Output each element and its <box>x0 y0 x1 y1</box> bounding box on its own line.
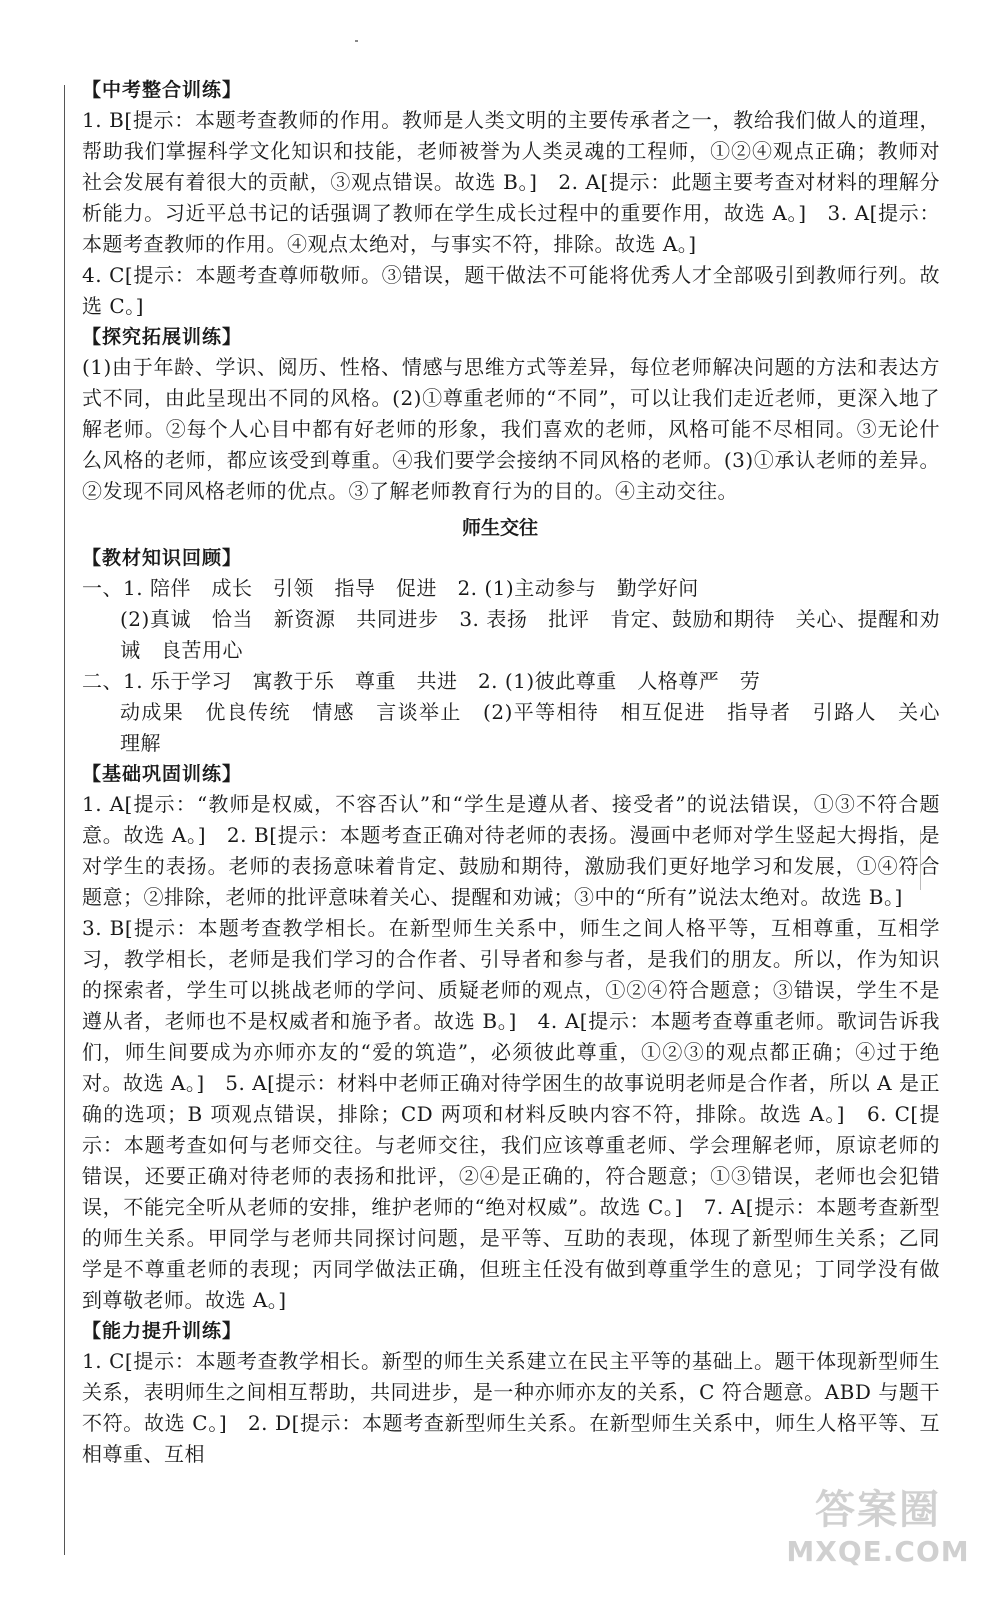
knowledge-two-a: 二、1. 乐于学习 寓教于乐 尊重 共进 2. (1)彼此尊重 人格尊严 劳 <box>82 669 761 693</box>
watermark-logo <box>778 1478 978 1588</box>
section-heading-ability: 【能力提升训练】 <box>82 1320 243 1342</box>
section-heading-zhongkao: 【中考整合训练】 <box>82 79 243 101</box>
zhongkao-answers-2: 4. C[提示：本题考查尊师敬师。③错误，题干做法不可能将优秀人才全部吸引到教师行列。故选 C。] <box>82 263 940 318</box>
ability-answers: 1. C[提示：本题考查教学相长。新型的师生关系建立在民主平等的基础上。题干体现新型师生关系，表明师生之间相互帮助，共同进步，是一种亦师亦友的关系，C 符合题意。ABD 与题干不符。故选 C。] 2. D[提示：本题考查新型师生关系。在新型师生关系中，师生人格平等、互相尊重、互相 <box>82 1349 940 1466</box>
answer-page <box>60 75 961 1470</box>
knowledge-one-a: 一、1. 陪伴 成长 引领 指导 促进 2. (1)主动参与 勤学好问 <box>82 576 699 600</box>
section-heading-basic: 【基础巩固训练】 <box>82 763 243 785</box>
lesson-title: 师生交往 <box>461 517 538 539</box>
basic-answers-1: 1. A[提示：“教师是权威，不容否认”和“学生是遵从者、接受者”的说法错误，①③不符合题意。故选 A。] 2. B[提示：本题考查正确对待老师的表扬。漫画中老师对学生竖起大拇指，是对学生的表扬。老师的表扬意味着肯定、鼓励和期待，激励我们更好地学习和发展，①④符合题意；②排除，老师的批评意味着关心、提醒和劝诫；③中的“所有”说法太绝对。故选 B。] <box>82 792 940 909</box>
knowledge-two-b: 动成果 优良传统 情感 言谈举止 (2)平等相待 相互促进 指导者 引路人 关心 理解 <box>120 700 961 755</box>
knowledge-one-b: (2)真诚 恰当 新资源 共同进步 3. 表扬 批评 肯定、鼓励和期待 关心、提醒和劝诫 良苦用心 <box>120 607 940 662</box>
watermark-url: MXQE.COM <box>786 1535 970 1568</box>
section-heading-knowledge: 【教材知识回顾】 <box>82 547 243 569</box>
basic-answers-2: 3. B[提示：本题考查教学相长。在新型师生关系中，师生之间人格平等，互相尊重，互相学习，教学相长，老师是我们学习的合作者、引导者和参与者，是我们的朋友。所以，作为知识的探索者，学生可以挑战老师的学问、质疑老师的观点，①②④符合题意；③错误，学生不是遵从者，老师也不是权威者和施予者。故选 B。] 4. A[提示：本题考查尊重老师。歌词告诉我们，师生间要成为亦师亦友的“爱的筑造”，必须彼此尊重，①②③的观点都正确；④过于绝对。故选 A。] 5. A[提示：材料中老师正确对待学困生的故事说明老师是合作者，所以 A 是正确的选项；B 项观点错误，排除；CD 两项和材料反映内容不符，排除。故选 A。] 6. C[提示：本题考查如何与老师交往。与老师交往，我们应该尊重老师、学会理解老师，原谅老师的错误，还要正确对待老师的表扬和批评，②④是正确的，符合题意；①③错误，老师也会犯错误，不能完全听从老师的安排，维护老师的“绝对权威”。故选 C。] 7. A[提示：本题考查新型的师生关系。甲同学与老师共同探讨问题，是平等、互助的表现，体现了新型师生关系；乙同学是不尊重老师的表现；丙同学做法正确，但班主任没有做到尊重学生的意见；丁同学没有做到尊敬老师。故选 A。] <box>82 916 940 1312</box>
tanjiu-answer: (1)由于年龄、学识、阅历、性格、情感与思维方式等差异，每位老师解决问题的方法和表达方式不同，由此呈现出不同的风格。(2)①尊重老师的“不同”，可以让我们走近老师，更深入地了解老师。②每个人心目中都有好老师的形象，我们喜欢的老师，风格可能不尽相同。③无论什么风格的老师，都应该受到尊重。④我们要学会接纳不同风格的老师。(3)①承认老师的差异。②发现不同风格老师的优点。③了解老师教育行为的目的。④主动交往。 <box>82 355 940 503</box>
section-heading-tanjiu: 【探究拓展训练】 <box>82 326 243 348</box>
zhongkao-answers-1: 1. B[提示：本题考查教师的作用。教师是人类文明的主要传承者之一，教给我们做人的道理，帮助我们掌握科学文化知识和技能，老师被誉为人类灵魂的工程师，①②④观点正确；教师对社会发展有着很大的贡献，③观点错误。故选 B。] 2. A[提示：此题主要考查对材料的理解分析能力。习近平总书记的话强调了教师在学生成长过程中的重要作用，故选 A。] 3. A[提示：本题考查教师的作用。④观点太绝对，与事实不符，排除。故选 A。] <box>82 108 940 256</box>
watermark-text: 答案圈 <box>815 1487 941 1533</box>
scan-speck <box>355 40 358 42</box>
